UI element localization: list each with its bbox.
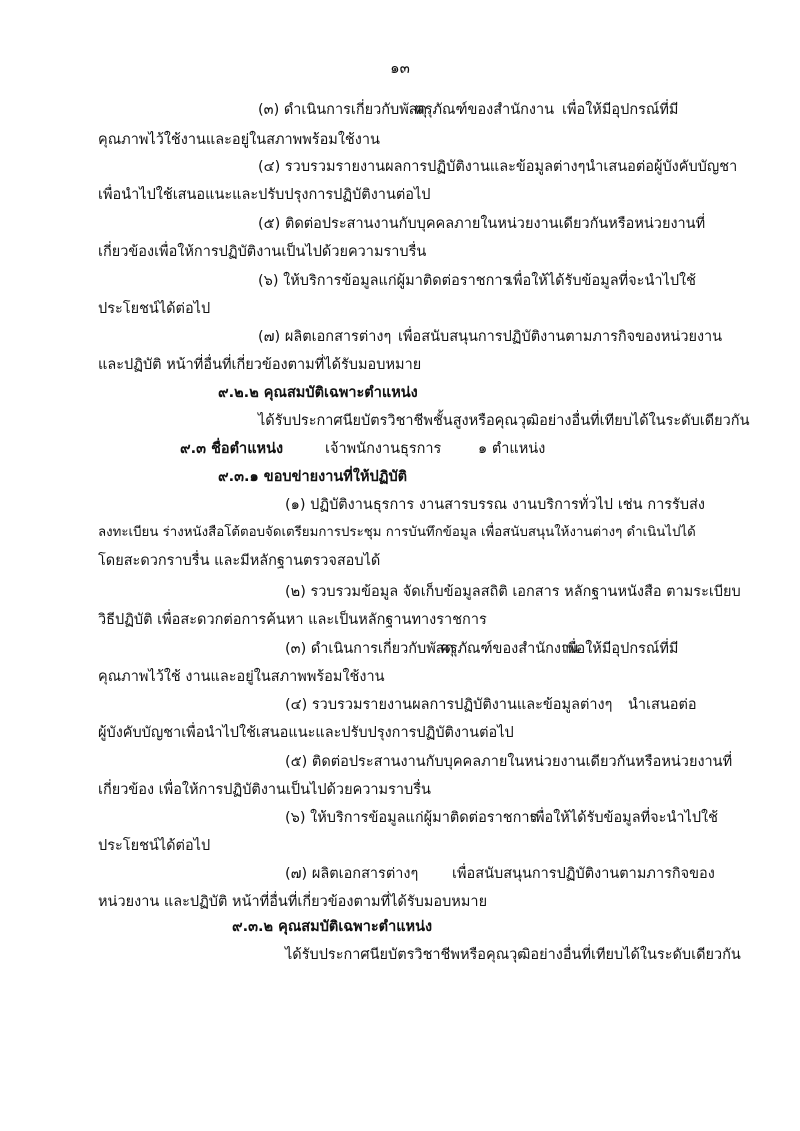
position-heading-93: ๙.๓ ชื่อตำแหน่ง [180, 441, 284, 457]
position-count: ๑ ตำแหน่ง [478, 441, 546, 457]
s93-item6-b: เพื่อให้ได้รับข้อมูลที่จะนำไปใช้ [530, 810, 718, 826]
s93-item7-a: (๗) ผลิตเอกสารต่างๆ [285, 866, 419, 882]
p1-item3-c: เพื่อให้มีอุปกรณ์ที่มี [562, 102, 679, 118]
p1-item5-a: (๕) ติดต่อประสานงานกับบุคคลภายในหน่วยงานเดียวกันหรือหน่วยงานที่ [258, 216, 706, 232]
s93-item1-part: งานสารบรรณ [418, 497, 508, 513]
s93-item4-a: (๔) รวบรวมรายงานผลการปฏิบัติงานและข้อมูลต่างๆ [285, 697, 613, 713]
p1-item7-a: (๗) ผลิตเอกสารต่างๆ [258, 329, 392, 345]
s93-item3-d: คุณภาพไว้ใช้ งานและอยู่ในสภาพพร้อมใช้งาน [98, 669, 385, 685]
qualification-heading-932: ๙.๓.๒ คุณสมบัติเฉพาะตำแหน่ง [232, 919, 433, 935]
s93-item3-c: เพื่อให้มีอุปกรณ์ที่มี [562, 641, 679, 657]
s93-item7-b: เพื่อสนับสนุนการปฏิบัติงานตามภารกิจของ [452, 866, 715, 882]
p1-item3-b: ครุภัณฑ์ของสำนักงาน [415, 102, 555, 118]
s93-item5-a: (๕) ติดต่อประสานงานกับบุคคลภายในหน่วยงานเดียวกันหรือหน่วยงานที่ [285, 754, 733, 770]
p1-item6-b: เพื่อให้ได้รับข้อมูลที่จะนำไปใช้ [508, 273, 696, 289]
s93-item1-c: โดยสะดวกราบรื่น และมีหลักฐานตรวจสอบได้ [98, 553, 381, 569]
p1-item4-a: (๔) รวบรวมรายงานผลการปฏิบัติงานและข้อมูลต่างๆนำเสนอต่อผู้บังคับบัญชา [258, 159, 738, 175]
s93-item4-c: ผู้บังคับบัญชาเพื่อนำไปใช้เสนอแนะและปรับปรุงการปฏิบัติงานต่อไป [98, 725, 514, 741]
s93-item1-part: เช่น [617, 497, 643, 513]
s93-item6-c: ประโยชน์ได้ต่อไป [98, 838, 211, 854]
s93-item1-part: งานบริการทั่วไป [511, 497, 613, 513]
s93-item2-a: (๒) รวบรวมข้อมูล จัดเก็บข้อมูลสถิติ เอกสาร หลักฐานหนังสือ ตามระเบียบ [285, 584, 741, 600]
p1-item6-c: ประโยชน์ได้ต่อไป [98, 301, 211, 317]
p1-item5-b: เกี่ยวข้องเพื่อให้การปฏิบัติงานเป็นไปด้วยความราบรื่น [98, 244, 427, 260]
s93-item3-a: (๓) ดำเนินการเกี่ยวกับพัสดุ [285, 641, 455, 657]
s93-item1-b: ลงทะเบียน ร่างหนังสือโต้ตอบจัดเตรียมการประชุม การบันทึกข้อมูล เพื่อสนับสนุนให้งานต่างๆ ดำเนินไปได้ [98, 525, 696, 540]
p1-item6-a: (๖) ให้บริการข้อมูลแก่ผู้มาติดต่อราชการ [258, 273, 511, 289]
position-name: เจ้าพนักงานธุรการ [325, 441, 442, 457]
qualification-text-932: ได้รับประกาศนียบัตรวิชาชีพหรือคุณวุฒิอย่างอื่นที่เทียบได้ในระดับเดียวกัน [285, 947, 741, 963]
qualification-heading-922: ๙.๒.๒ คุณสมบัติเฉพาะตำแหน่ง [218, 385, 418, 401]
s93-item6-a: (๖) ให้บริการข้อมูลแก่ผู้มาติดต่อราชการ [285, 810, 538, 826]
s93-item4-b: นำเสนอต่อ [628, 697, 697, 713]
s93-item2-b: วิธีปฏิบัติ เพื่อสะดวกต่อการค้นหา และเป็นหลักฐานทางราชการ [98, 612, 487, 628]
s93-item5-b: เกี่ยวข้อง เพื่อให้การปฏิบัติงานเป็นไปด้วยความราบรื่น [98, 782, 431, 798]
s93-item1-a [285, 495, 705, 515]
p1-item3-a: (๓) ดำเนินการเกี่ยวกับพัสดุ [258, 102, 428, 118]
p1-item7-c: และปฏิบัติ หน้าที่อื่นที่เกี่ยวข้องตามที่ได้รับมอบหมาย [98, 357, 422, 373]
qualification-text-922: ได้รับประกาศนียบัตรวิชาชีพชั้นสูงหรือคุณวุฒิอย่างอื่นที่เทียบได้ในระดับเดียวกัน [258, 413, 750, 429]
scope-heading-931: ๙.๓.๑ ขอบข่ายงานที่ให้ปฏิบัติ [218, 469, 408, 485]
s93-item1-part: (๑) ปฏิบัติงานธุรการ [285, 497, 415, 513]
s93-item7-c: หน่วยงาน และปฏิบัติ หน้าที่อื่นที่เกี่ยวข้องตามที่ได้รับมอบหมาย [98, 894, 488, 910]
p1-item4-b: เพื่อนำไปใช้เสนอแนะและปรับปรุงการปฏิบัติงานต่อไป [98, 187, 431, 203]
s93-item3-b: ครุภัณฑ์ของสำนักงาน [440, 641, 580, 657]
page-number: ๑๓ [390, 59, 410, 77]
p1-item3-d: คุณภาพไว้ใช้งานและอยู่ในสภาพพร้อมใช้งาน [98, 132, 380, 148]
p1-item7-b: เพื่อสนับสนุนการปฏิบัติงานตามภารกิจของหน่วยงาน [398, 329, 723, 345]
s93-item1-part: การรับส่ง [647, 497, 705, 513]
